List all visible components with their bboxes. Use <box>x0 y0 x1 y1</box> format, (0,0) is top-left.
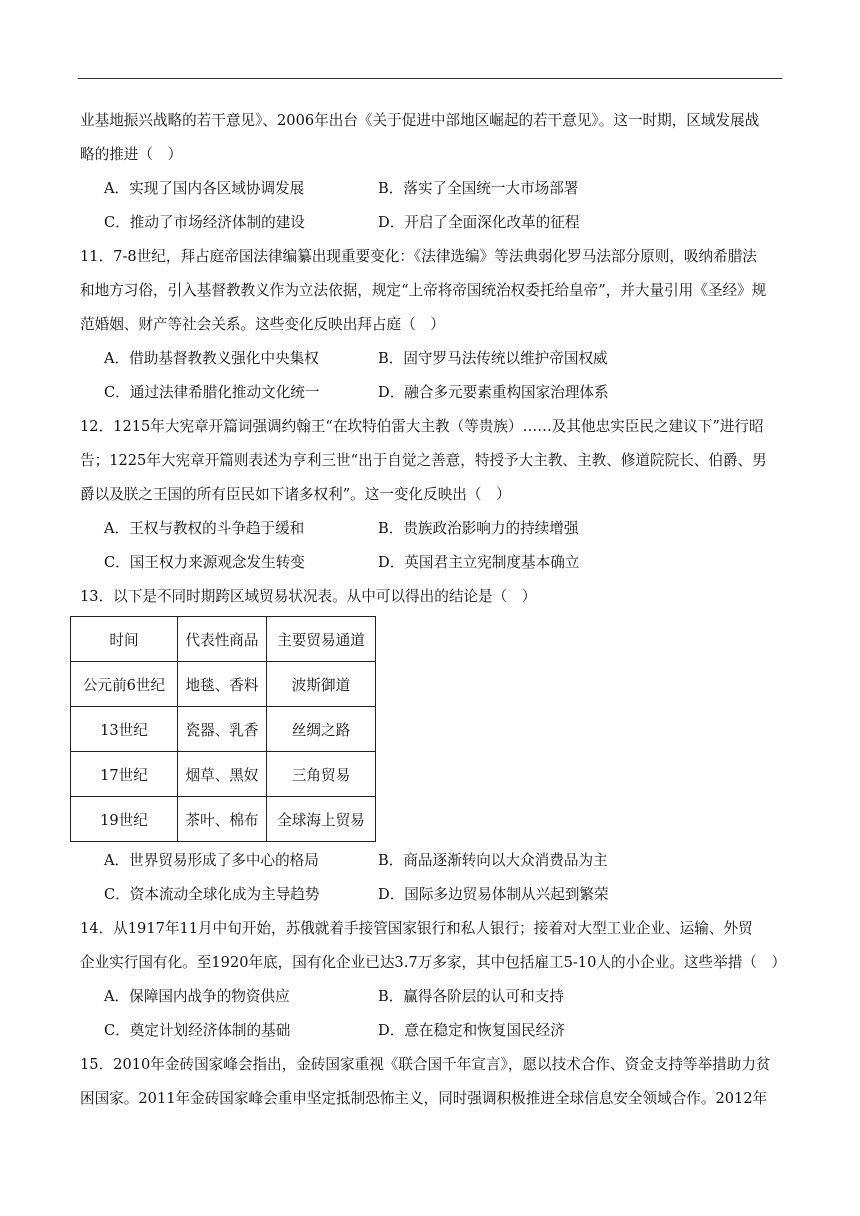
option-c: C．资本流动全球化成为主导趋势 <box>104 886 320 903</box>
option-c: C．推动了市场经济体制的建设 <box>104 214 305 231</box>
question-11 <box>80 240 785 410</box>
option-a: A．世界贸易形成了多中心的格局 <box>104 852 319 869</box>
option-c: C．奠定计划经济体制的基础 <box>104 1022 291 1039</box>
options-row <box>80 172 785 206</box>
stem-line: 困国家。2011年金砖国家峰会重申坚定抵制恐怖主义，同时强调积极推进全球信息安全领域合作。2012年 <box>80 1090 768 1107</box>
option-b: B．固守罗马法传统以维护帝国权威 <box>378 350 608 367</box>
table-header-row <box>71 617 376 662</box>
options-row <box>80 1014 785 1048</box>
table-cell: 波斯御道 <box>267 662 376 707</box>
exam-page <box>80 104 785 1116</box>
option-a: A．保障国内战争的物资供应 <box>104 988 290 1005</box>
table-row <box>71 662 376 707</box>
option-d: D．国际多边贸易体制从兴起到繁荣 <box>378 886 609 903</box>
option-d: D．英国君主立宪制度基本确立 <box>378 554 580 571</box>
question-13 <box>80 580 785 912</box>
table-cell: 瓷器、乳香 <box>178 707 267 752</box>
options-row <box>80 376 785 410</box>
options-row <box>80 878 785 912</box>
option-d: D．意在稳定和恢复国民经济 <box>378 1022 565 1039</box>
stem-line: 告；1225年大宪章开篇则表述为亨利三世“出于自觉之善意，特授予大主教、主教、修道院院长、伯爵、男 <box>80 452 767 469</box>
stem-line: 11．7-8世纪，拜占庭帝国法律编纂出现重要变化：《法律选编》等法典弱化罗马法部分原则，吸纳希腊法 <box>80 248 757 265</box>
stem-line: 企业实行国有化。至1920年底，国有化企业已达3.7万多家，其中包括雇工5-10人的小企业。这些举措（ ） <box>80 954 787 971</box>
table-cell: 19世纪 <box>71 797 178 842</box>
table-cell: 烟草、黑奴 <box>178 752 267 797</box>
table-row <box>71 797 376 842</box>
option-b: B．赢得各阶层的认可和支持 <box>378 988 564 1005</box>
option-b: B．贵族政治影响力的持续增强 <box>378 520 579 537</box>
stem-line: 和地方习俗，引入基督教教义作为立法依据，规定“上帝将帝国统治权委托给皇帝”，并大量引用《圣经》规 <box>80 282 767 299</box>
stem-line: 12．1215年大宪章开篇词强调约翰王“在坎特伯雷大主教（等贵族）……及其他忠实臣民之建议下”进行昭 <box>80 418 764 435</box>
option-d: D．融合多元要素重构国家治理体系 <box>378 384 609 401</box>
table-row <box>71 752 376 797</box>
table-cell: 丝绸之路 <box>267 707 376 752</box>
option-a: A．王权与教权的斗争趋于缓和 <box>104 520 305 537</box>
table-cell: 17世纪 <box>71 752 178 797</box>
table-cell: 13世纪 <box>71 707 178 752</box>
table-cell: 茶叶、棉布 <box>178 797 267 842</box>
question-12 <box>80 410 785 580</box>
question-15 <box>80 1048 785 1116</box>
table-cell: 公元前6世纪 <box>71 662 178 707</box>
option-d: D．开启了全面深化改革的征程 <box>378 214 580 231</box>
option-c: C．通过法律希腊化推动文化统一 <box>104 384 320 401</box>
table-cell: 三角贸易 <box>267 752 376 797</box>
options-row <box>80 844 785 878</box>
stem-line: 爵以及朕之王国的所有臣民如下诸多权利”。这一变化反映出（ ） <box>80 486 511 503</box>
options-row <box>80 546 785 580</box>
stem-line: 范婚姻、财产等社会关系。这些变化反映出拜占庭（ ） <box>80 316 445 333</box>
table-header-cell: 时间 <box>71 617 178 662</box>
option-a: A．借助基督教教义强化中央集权 <box>104 350 319 367</box>
trade-table <box>70 616 376 842</box>
stem-line: 略的推进（ ） <box>80 146 183 163</box>
options-row <box>80 512 785 546</box>
options-row <box>80 206 785 240</box>
option-b: B．商品逐渐转向以大众消费品为主 <box>378 852 608 869</box>
options-row <box>80 980 785 1014</box>
table-row <box>71 707 376 752</box>
stem-line: 13．以下是不同时期跨区域贸易状况表。从中可以得出的结论是（ ） <box>80 588 537 605</box>
stem-line: 15．2010年金砖国家峰会指出，金砖国家重视《联合国千年宣言》，愿以技术合作、资金支持等举措助力贫 <box>80 1056 771 1073</box>
table-header-cell: 主要贸易通道 <box>267 617 376 662</box>
options-row <box>80 342 785 376</box>
option-a: A．实现了国内各区域协调发展 <box>104 180 305 197</box>
table-header-cell: 代表性商品 <box>178 617 267 662</box>
option-b: B．落实了全国统一大市场部署 <box>378 180 579 197</box>
stem-line: 14．从1917年11月中旬开始，苏俄就着手接管国家银行和私人银行；接着对大型工业企业、运输、外贸 <box>80 920 753 937</box>
question-10-continued <box>80 104 785 240</box>
table-cell: 地毯、香料 <box>178 662 267 707</box>
option-c: C．国王权力来源观念发生转变 <box>104 554 305 571</box>
question-14 <box>80 912 785 1048</box>
header-rule <box>78 78 782 79</box>
stem-line: 业基地振兴战略的若干意见》、2006年出台《关于促进中部地区崛起的若干意见》。这一时期，区域发展战 <box>80 112 760 129</box>
table-cell: 全球海上贸易 <box>267 797 376 842</box>
